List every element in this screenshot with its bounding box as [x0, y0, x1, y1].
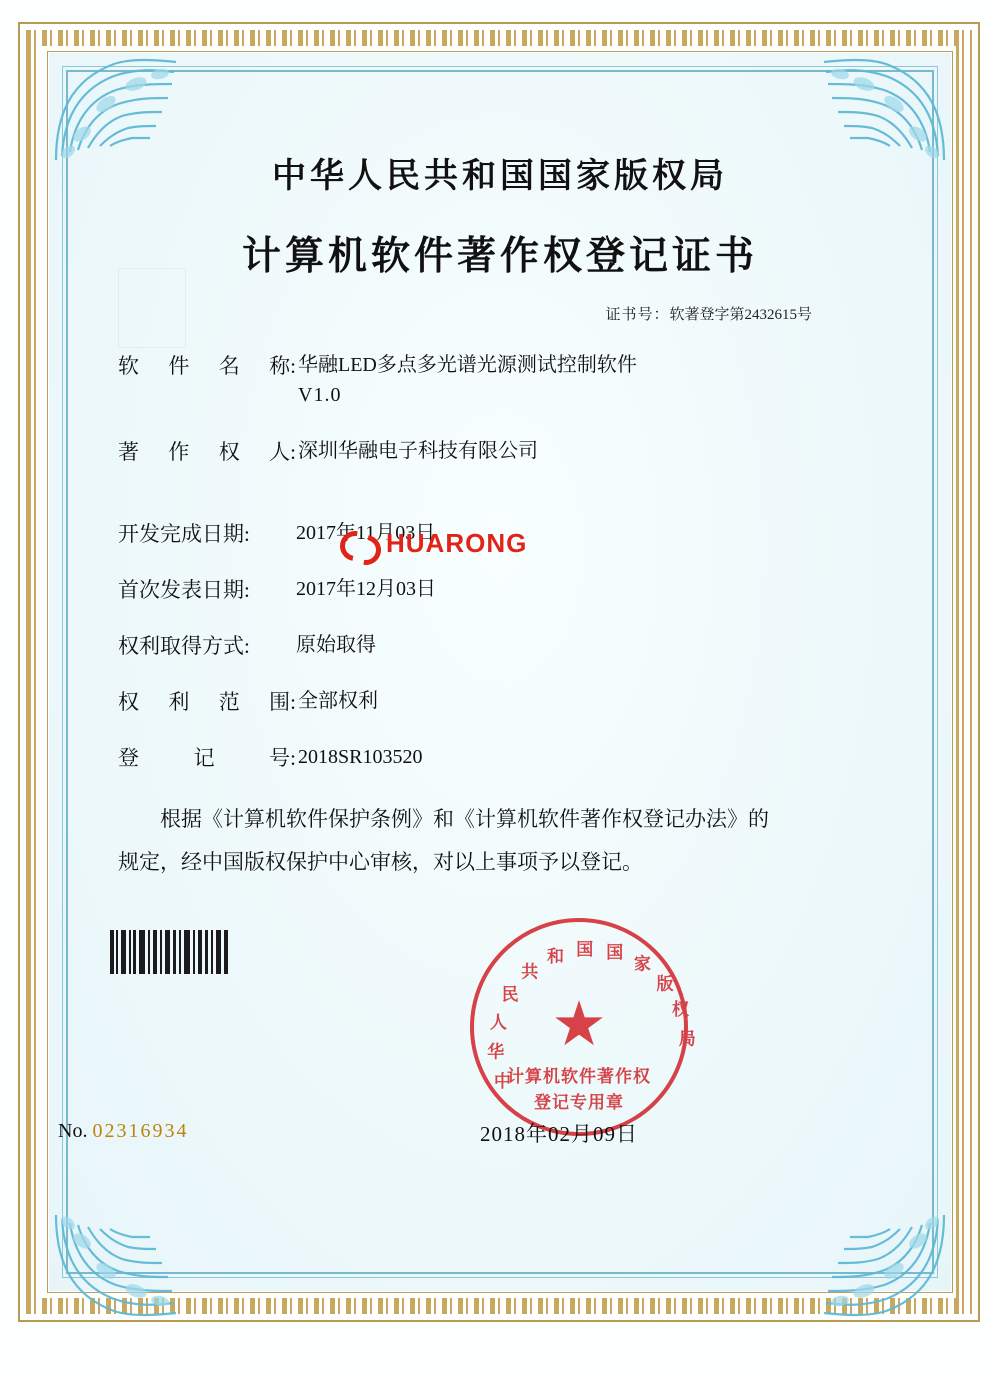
official-seal	[470, 918, 696, 1136]
field-value: 2017年12月03日	[296, 578, 436, 600]
seal-star-icon: ★	[551, 991, 607, 1059]
spacer	[118, 492, 910, 518]
label-char: 名	[218, 354, 240, 378]
statement-text: 规定，经中国版权保护中心审核，对以上事项予以登记。	[118, 850, 643, 875]
field-value: 原始取得	[296, 634, 376, 656]
label-char: 范	[218, 690, 240, 714]
certificate-title: 计算机软件著作权登记证书	[241, 235, 758, 278]
statement-line-2	[118, 841, 900, 884]
field-list	[90, 350, 910, 772]
label-char: 围:	[269, 690, 296, 714]
seal-line-2: 登记专用章	[534, 1093, 624, 1112]
seal-line-1: 计算机软件著作权	[507, 1067, 651, 1086]
label-char: 人:	[269, 440, 296, 464]
issuing-authority: 中华人民共和国国家版权局	[272, 158, 728, 195]
huarong-logo	[340, 528, 527, 559]
label-char: 件	[168, 354, 190, 378]
label-char: 记	[193, 746, 215, 770]
huarong-mark-icon	[340, 529, 376, 559]
huarong-wordmark: HUARONG	[386, 528, 528, 558]
field-copyright-owner	[118, 436, 910, 466]
statement-line-1	[118, 798, 900, 841]
serial-value: 02316934	[92, 1120, 189, 1142]
serial-label: No.	[58, 1120, 88, 1142]
field-value: 2017年11月03日	[296, 522, 436, 544]
seal-arc-text: 中 华 人 民 共 和 国 国 家 版 权 局	[487, 940, 696, 1091]
field-label: 首次发表日期:	[118, 578, 250, 602]
label-char: 登	[118, 746, 139, 770]
issue-date: 2018年02月09日	[480, 1122, 638, 1146]
field-first-publish-date	[118, 574, 910, 604]
label-char: 著	[118, 440, 139, 464]
field-label	[118, 350, 298, 380]
serial-number	[58, 1120, 188, 1143]
field-rights-acquisition	[118, 630, 910, 660]
field-value: 2018SR103520	[298, 746, 423, 768]
label-char: 作	[168, 440, 190, 464]
field-value-version: V1.0	[298, 384, 342, 406]
field-value	[298, 350, 910, 410]
certificate-number-row	[90, 303, 910, 324]
legal-statement	[90, 798, 910, 884]
field-value-text: 深圳华融电子科技有限公司	[298, 440, 538, 462]
label-char: 号:	[269, 746, 296, 770]
field-label	[118, 742, 298, 772]
field-rights-scope	[118, 686, 910, 716]
field-label	[118, 686, 298, 716]
label-char: 利	[168, 690, 190, 714]
statement-text: 根据《计算机软件保护条例》和《计算机软件著作权登记办法》的	[160, 807, 769, 831]
field-value-text: 华融LED多点多光谱光源测试控制软件	[298, 354, 637, 376]
field-label	[118, 436, 298, 466]
field-label: 权利取得方式:	[118, 634, 250, 658]
field-software-name	[118, 350, 910, 410]
certificate-number-label: 证书号：	[605, 307, 670, 323]
certificate-number-value: 软著登字第2432615号	[669, 307, 812, 323]
label-char: 权	[118, 690, 139, 714]
field-value	[298, 436, 910, 466]
barcode	[110, 930, 228, 974]
field-value: 全部权利	[298, 690, 378, 712]
label-char: 称:	[269, 354, 296, 378]
field-label: 开发完成日期:	[118, 522, 250, 546]
label-char: 软	[118, 354, 139, 378]
field-registration-number	[118, 742, 910, 772]
label-char: 权	[218, 440, 240, 464]
